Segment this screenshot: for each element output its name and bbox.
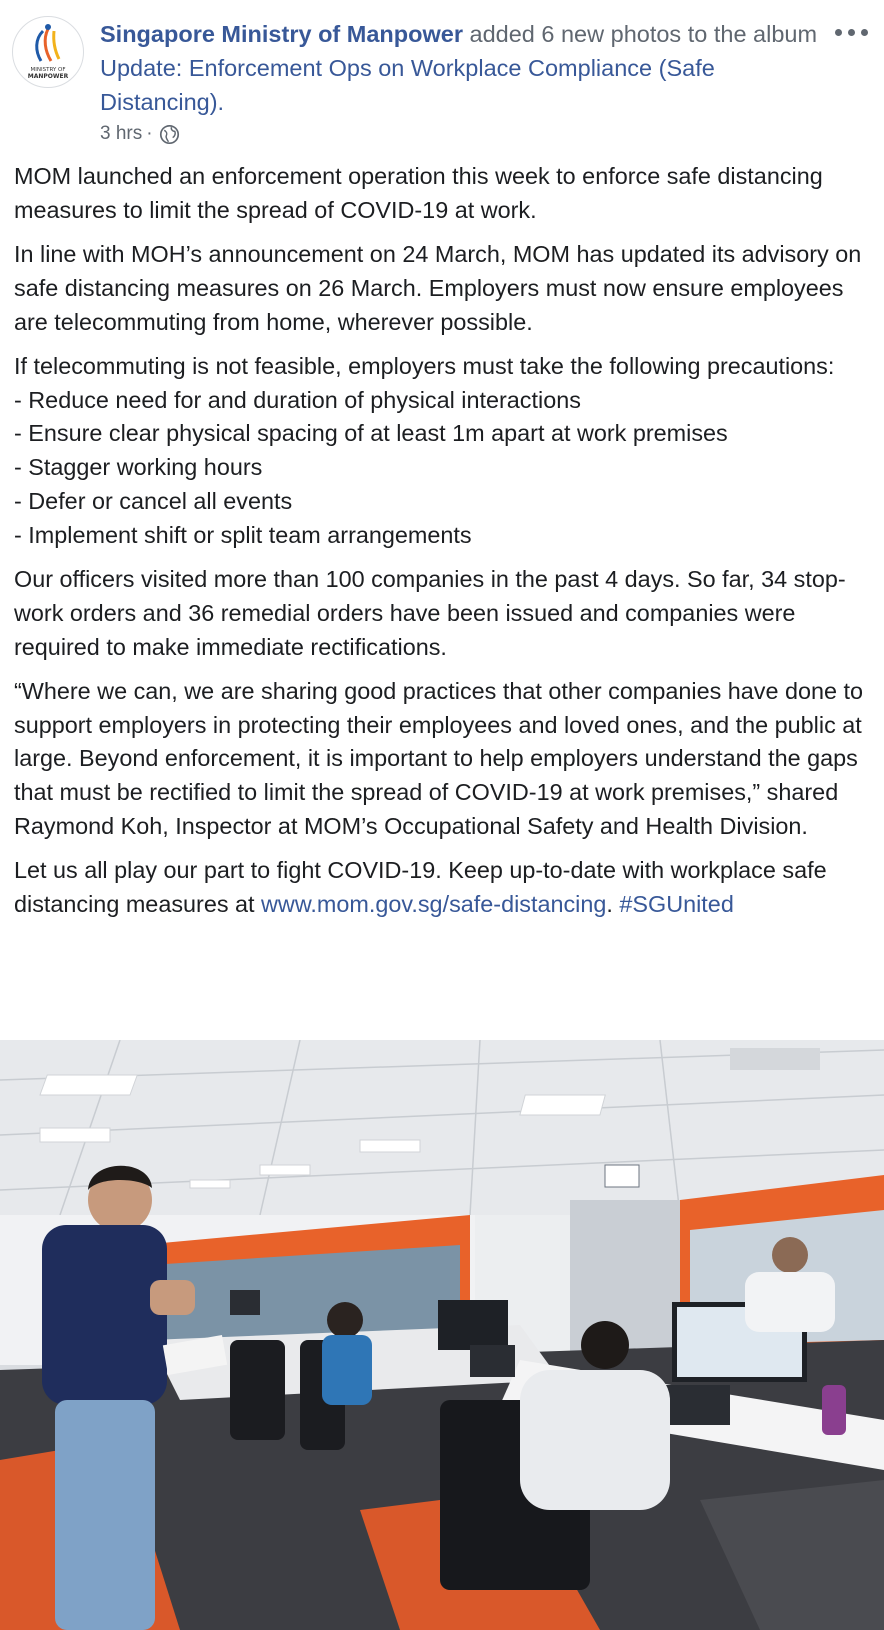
more-dot-icon <box>861 29 868 36</box>
list-item: - Reduce need for and duration of physical interactions <box>14 386 581 413</box>
more-dot-icon <box>835 29 842 36</box>
globe-icon[interactable] <box>159 124 180 145</box>
paragraph-6-period: . <box>606 890 620 917</box>
timestamp[interactable]: 3 hrs <box>100 123 143 144</box>
post-body <box>14 160 874 932</box>
post-photo[interactable] <box>0 1040 884 1630</box>
paragraph-6 <box>14 854 874 922</box>
paragraph-3-intro: If telecommuting is not feasible, employers must take the following precautions: <box>14 352 835 379</box>
hashtag-link[interactable]: #SGUnited <box>619 890 734 917</box>
office-photo-image <box>0 1040 884 1630</box>
action-text: added 6 new photos to the album <box>462 21 818 47</box>
list-item: - Defer or cancel all events <box>14 487 293 514</box>
list-item: - Stagger working hours <box>14 454 263 481</box>
meta-separator: · <box>146 123 153 144</box>
paragraph-2: In line with MOH’s announcement on 24 March, MOM has updated its advisory on safe distancing measures on 26 March. Employers must now ensure employees are telecommuting from home, wherever possible. <box>14 240 862 335</box>
more-options-button[interactable] <box>832 14 872 48</box>
paragraph-6-text: Let us all play our part to fight COVID-19. Keep up-to-date with workplace safe distancing measures at <box>14 857 827 917</box>
safe-distancing-link[interactable]: www.mom.gov.sg/safe-distancing <box>261 890 607 917</box>
album-link[interactable]: Update: Enforcement Ops on Workplace Compliance (Safe Distancing). <box>100 55 715 115</box>
svg-text:MANPOWER: MANPOWER <box>27 73 69 80</box>
paragraph-5: “Where we can, we are sharing good practices that other companies have done to support employers in protecting their employees and loved ones, and the public at large. Beyond enforcement, it is important to help employers understand the gaps that must be rectified to limit the spread of COVID-19 at work premises,” shared Raymond Koh, Inspector at MOM’s Occupational Safety and Health Division. <box>14 677 864 839</box>
svg-text:MINISTRY OF: MINISTRY OF <box>30 67 66 73</box>
mom-logo-icon <box>13 17 83 87</box>
paragraph-3 <box>14 350 874 553</box>
post-meta <box>100 120 180 148</box>
paragraph-4: Our officers visited more than 100 companies in the past 4 days. So far, 34 stop-work orders and 36 remedial orders have been issued and companies were required to make immediate rectifications. <box>14 565 846 660</box>
paragraph-1: MOM launched an enforcement operation this week to enforce safe distancing measures to limit the spread of COVID-19 at work. <box>14 163 823 223</box>
post-header-text <box>100 17 820 119</box>
post-header <box>0 0 884 160</box>
page-avatar[interactable] <box>12 16 84 88</box>
list-item: - Implement shift or split team arrangements <box>14 521 472 548</box>
list-item: - Ensure clear physical spacing of at least 1m apart at work premises <box>14 420 728 447</box>
more-dot-icon <box>848 29 855 36</box>
author-link[interactable]: Singapore Ministry of Manpower <box>100 21 463 47</box>
